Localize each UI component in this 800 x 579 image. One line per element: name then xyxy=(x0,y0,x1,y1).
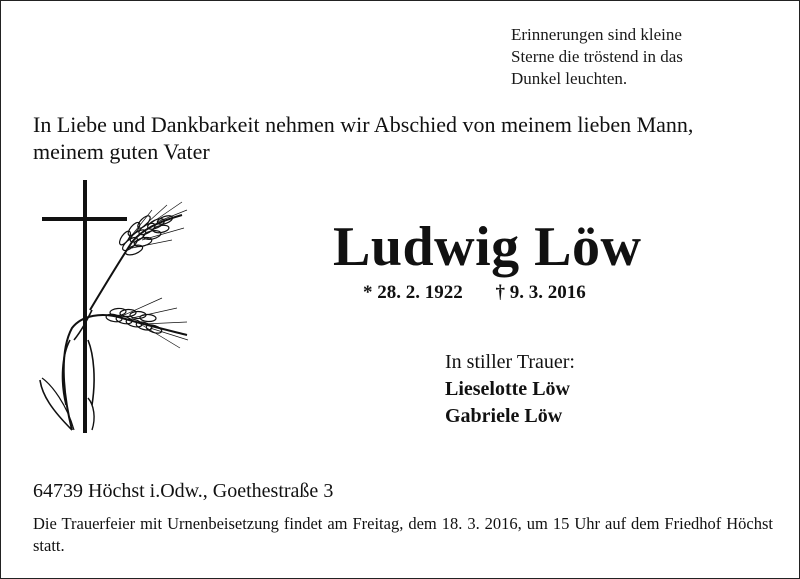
intro-text xyxy=(33,111,778,165)
intro-line: meinem guten Vater xyxy=(33,139,210,164)
birth-date: * 28. 2. 1922 xyxy=(363,282,463,303)
mourner-name: Lieselotte Löw xyxy=(445,378,570,400)
deceased-name: Ludwig Löw xyxy=(333,216,642,278)
death-date: † 9. 3. 2016 xyxy=(495,282,586,303)
mourner-name: Gabriele Löw xyxy=(445,405,563,427)
quote xyxy=(511,24,771,90)
intro-line: In Liebe und Dankbarkeit nehmen wir Abschied von meinem lieben Mann, xyxy=(33,112,694,137)
cross-with-wheat-icon xyxy=(32,180,192,435)
address: 64739 Höchst i.Odw., Goethestraße 3 xyxy=(33,480,334,502)
mourners xyxy=(445,349,575,430)
life-dates xyxy=(363,282,586,304)
ceremony-notice: Die Trauerfeier mit Urnenbeisetzung findet am Freitag, dem 18. 3. 2016, um 15 Uhr auf dem Friedhof Höchst statt. xyxy=(33,514,773,555)
quote-line: Sterne die tröstend in das xyxy=(511,47,683,66)
quote-line: Erinnerungen sind kleine xyxy=(511,25,682,44)
quote-line: Dunkel leuchten. xyxy=(511,69,628,88)
mourners-heading: In stiller Trauer: xyxy=(445,351,575,373)
